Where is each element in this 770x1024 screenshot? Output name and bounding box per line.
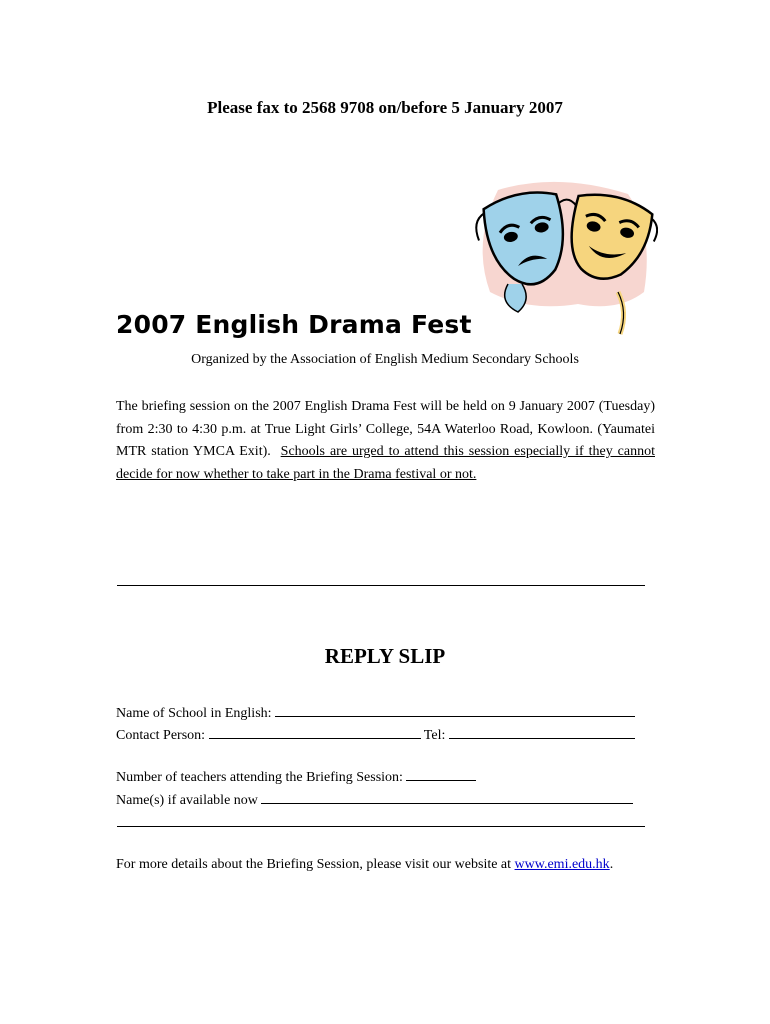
footer-end: . [609, 857, 614, 872]
event-title: 2007 English Drama Fest [116, 310, 472, 339]
names-field-continuation[interactable] [117, 826, 645, 827]
divider-line [117, 585, 645, 586]
teachers-row [116, 768, 476, 786]
contact-person-label: Contact Person: [116, 728, 206, 743]
footer-paragraph [116, 854, 655, 877]
school-name-field[interactable] [275, 704, 635, 717]
website-link[interactable]: www.emi.edu.hk [514, 857, 610, 872]
briefing-paragraph [116, 396, 655, 486]
contact-row [116, 726, 635, 744]
reply-slip-heading: REPLY SLIP [324, 644, 446, 668]
organizer-line: Organized by the Association of English Medium Secondary Schools [191, 352, 579, 367]
teachers-count-label: Number of teachers attending the Briefing Session: [116, 770, 403, 785]
school-name-row [116, 704, 635, 722]
school-name-label: Name of School in English: [116, 706, 272, 721]
footer-text: For more details about the Briefing Session, please visit our website at [116, 857, 512, 872]
tel-field[interactable] [449, 726, 635, 739]
briefing-emphasis: Schools are urged to attend this session especially if they cannot decide for now whether to take part in the Drama festival or not. [116, 444, 655, 482]
names-row [116, 791, 633, 809]
fax-notice: Please fax to 2568 9708 on/before 5 January 2007 [207, 98, 563, 117]
tel-label: Tel: [423, 728, 446, 743]
briefing-text: The briefing session on the 2007 English Drama Fest will be held on 9 January 2007 (Tuesday) from 2:30 to 4:30 p.m. at True Light Girls’ College, 54A Waterloo Road, Kowloon. (Yaumatei MTR station YMCA Exit). [116, 399, 655, 459]
contact-person-field[interactable] [209, 726, 421, 739]
names-label: Name(s) if available now [116, 793, 258, 808]
theatre-masks-icon [468, 172, 658, 342]
names-field[interactable] [261, 791, 633, 804]
teachers-count-field[interactable] [406, 768, 476, 781]
